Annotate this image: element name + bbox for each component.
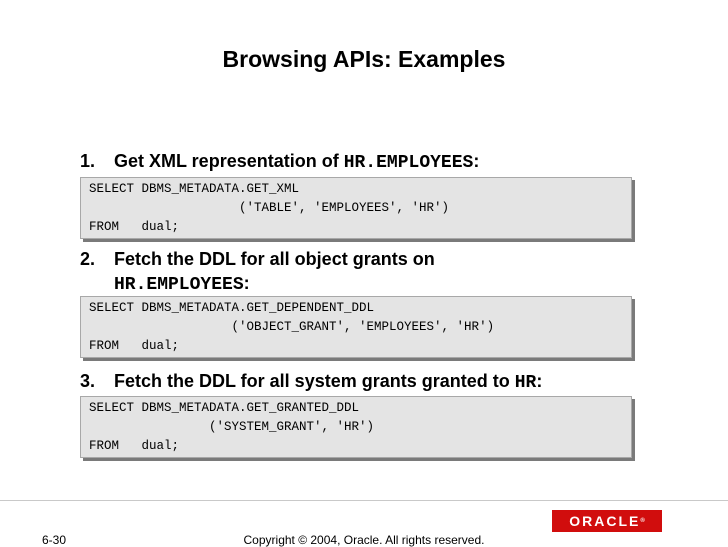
code-line: FROM dual; <box>89 220 180 234</box>
code-line: FROM dual; <box>89 339 180 353</box>
item-suffix: : <box>473 151 480 171</box>
item-number: 3. <box>80 371 96 391</box>
item-code: HR.EMPLOYEES <box>114 275 244 295</box>
code-block-1 <box>80 177 632 239</box>
code-line: ('TABLE', 'EMPLOYEES', 'HR') <box>89 201 450 215</box>
item-text: Fetch the DDL for all system grants granted to <box>114 371 515 391</box>
item-suffix: : <box>243 273 250 293</box>
logo-text: ORACLE <box>569 513 641 529</box>
logo-mark: ® <box>640 518 645 524</box>
code-line: SELECT DBMS_METADATA.GET_GRANTED_DDL <box>89 401 360 415</box>
item-suffix: : <box>536 371 543 391</box>
code-line: SELECT DBMS_METADATA.GET_XML <box>89 182 300 196</box>
code-line: ('OBJECT_GRANT', 'EMPLOYEES', 'HR') <box>89 320 495 334</box>
item-code: HR.EMPLOYEES <box>343 153 474 173</box>
code-block-2 <box>80 296 632 358</box>
code-line: SELECT DBMS_METADATA.GET_DEPENDENT_DDL <box>89 301 375 315</box>
list-item-1 <box>80 149 479 175</box>
code-line: FROM dual; <box>89 439 180 453</box>
oracle-logo <box>552 510 662 532</box>
copyright-notice: Copyright © 2004, Oracle. All rights reserved. <box>243 533 485 547</box>
item-number: 1. <box>80 151 96 171</box>
item-text: Fetch the DDL for all object grants on <box>114 249 435 269</box>
list-item-3 <box>80 369 542 395</box>
page-number: 6-30 <box>42 533 67 547</box>
item-code: HR <box>514 373 537 393</box>
list-item-2 <box>80 247 435 297</box>
item-text: Get XML representation of <box>114 151 344 171</box>
code-line: ('SYSTEM_GRANT', 'HR') <box>89 420 375 434</box>
code-block-3 <box>80 396 632 458</box>
item-number: 2. <box>80 249 96 269</box>
slide-title: Browsing APIs: Examples <box>222 46 506 72</box>
